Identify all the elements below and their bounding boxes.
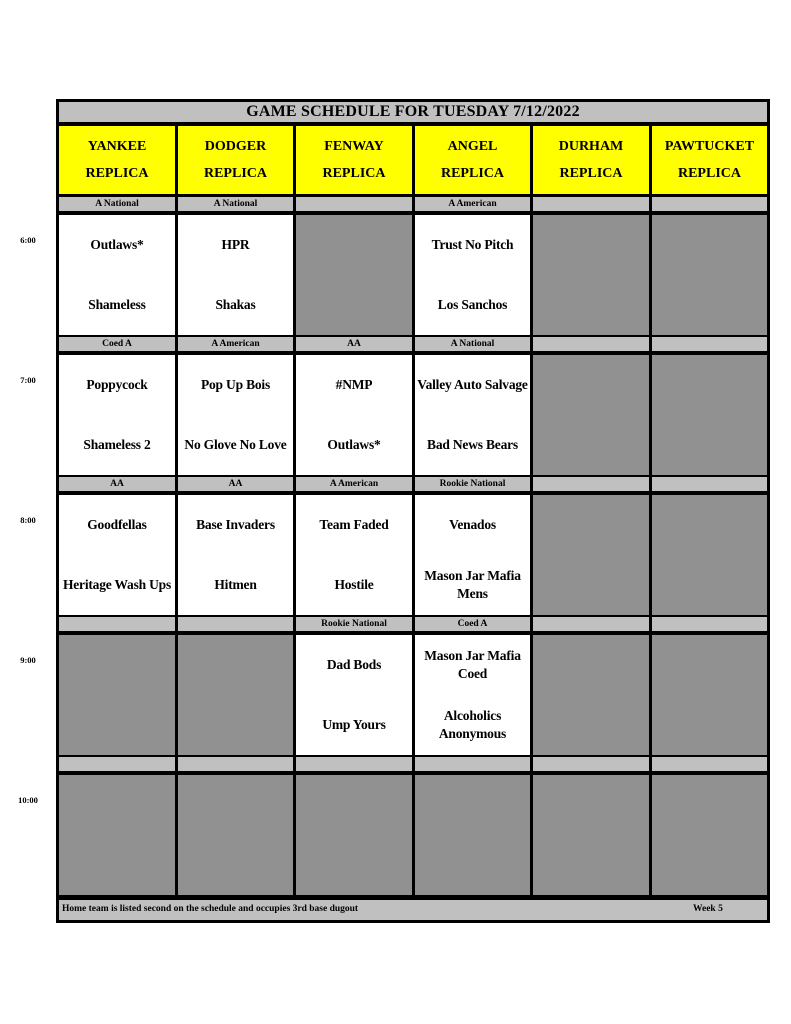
division-label xyxy=(296,197,412,211)
empty-slot xyxy=(533,495,649,615)
away-team: Valley Auto Salvage xyxy=(417,377,528,392)
home-team: Bad News Bears xyxy=(427,437,518,452)
empty-slot xyxy=(533,215,649,335)
game-cell xyxy=(296,495,412,615)
away-team: HPR xyxy=(221,237,250,252)
home-team: Shakas xyxy=(215,297,256,312)
field-type: REPLICA xyxy=(85,166,149,181)
time-label: 9:00 xyxy=(20,655,36,665)
field-name: DURHAM xyxy=(558,139,624,154)
division-label xyxy=(533,617,649,631)
game-cell xyxy=(415,215,530,335)
division-label: Coed A xyxy=(415,617,530,631)
field-name: DODGER xyxy=(204,139,267,154)
division-label xyxy=(652,197,767,211)
empty-slot xyxy=(533,635,649,755)
home-team: Alcoholics Anonymous xyxy=(438,708,507,741)
division-label: A National xyxy=(59,197,175,211)
field-name: YANKEE xyxy=(87,139,147,154)
division-label xyxy=(652,617,767,631)
division-label: A American xyxy=(415,197,530,211)
division-label xyxy=(178,757,293,771)
division-label xyxy=(533,337,649,351)
game-cell xyxy=(178,495,293,615)
away-team: Trust No Pitch xyxy=(431,237,514,252)
game-cell xyxy=(296,635,412,755)
away-team: #NMP xyxy=(335,377,373,392)
home-team: Ump Yours xyxy=(322,717,386,732)
away-team: Venados xyxy=(449,517,496,532)
division-label xyxy=(59,757,175,771)
footer-bar xyxy=(59,900,767,920)
field-name: FENWAY xyxy=(324,139,384,154)
home-team: No Glove No Love xyxy=(184,437,287,452)
away-team: Dad Bods xyxy=(326,657,382,672)
field-header xyxy=(296,126,412,194)
empty-slot xyxy=(415,775,530,895)
footer-note: Home team is listed second on the schedule and occupies 3rd base dugout xyxy=(62,904,359,914)
division-label xyxy=(533,757,649,771)
empty-slot xyxy=(652,215,767,335)
division-label xyxy=(533,477,649,491)
home-team: Los Sanchos xyxy=(437,297,508,312)
home-team: Shameless xyxy=(88,297,146,312)
division-label: Rookie National xyxy=(296,617,412,631)
away-team: Team Faded xyxy=(319,517,389,532)
away-team: Base Invaders xyxy=(196,517,275,532)
empty-slot xyxy=(178,775,293,895)
game-cell xyxy=(178,215,293,335)
field-type: REPLICA xyxy=(203,166,267,181)
time-label: 8:00 xyxy=(20,515,36,525)
game-cell xyxy=(415,495,530,615)
field-name: PAWTUCKET xyxy=(664,139,755,154)
division-label: AA xyxy=(296,337,412,351)
schedule-title: GAME SCHEDULE FOR TUESDAY 7/12/2022 xyxy=(59,102,767,122)
empty-slot xyxy=(178,635,293,755)
division-label xyxy=(533,197,649,211)
division-label xyxy=(652,477,767,491)
empty-slot xyxy=(59,635,175,755)
division-label xyxy=(415,757,530,771)
game-cell xyxy=(415,355,530,475)
game-cell xyxy=(415,635,530,755)
home-team: Hitmen xyxy=(214,577,257,592)
game-cell xyxy=(59,215,175,335)
empty-slot xyxy=(59,775,175,895)
empty-slot xyxy=(652,775,767,895)
field-header xyxy=(178,126,293,194)
field-header xyxy=(652,126,767,194)
division-label: A American xyxy=(296,477,412,491)
division-label: A American xyxy=(178,337,293,351)
division-label xyxy=(652,757,767,771)
empty-slot xyxy=(296,775,412,895)
home-team: Shameless 2 xyxy=(83,437,151,452)
division-label: Coed A xyxy=(59,337,175,351)
empty-slot xyxy=(652,635,767,755)
away-team: Goodfellas xyxy=(87,517,147,532)
division-label: AA xyxy=(59,477,175,491)
field-type: REPLICA xyxy=(322,166,386,181)
empty-slot xyxy=(652,355,767,475)
division-label: A National xyxy=(178,197,293,211)
away-team: Outlaws* xyxy=(90,237,144,252)
week-label: Week 5 xyxy=(693,904,723,914)
time-label: 6:00 xyxy=(20,235,36,245)
empty-slot xyxy=(533,775,649,895)
division-label xyxy=(652,337,767,351)
away-team: Poppycock xyxy=(86,377,148,392)
time-label: 7:00 xyxy=(20,375,36,385)
division-label xyxy=(178,617,293,631)
home-team: Hostile xyxy=(334,577,374,592)
home-team: Heritage Wash Ups xyxy=(62,577,172,592)
home-team: Outlaws* xyxy=(327,437,381,452)
game-cell xyxy=(59,355,175,475)
field-name: ANGEL xyxy=(447,139,498,154)
division-label: Rookie National xyxy=(415,477,530,491)
empty-slot xyxy=(533,355,649,475)
game-cell xyxy=(178,355,293,475)
game-cell xyxy=(296,355,412,475)
division-label: A National xyxy=(415,337,530,351)
division-label: AA xyxy=(178,477,293,491)
empty-slot xyxy=(296,215,412,335)
empty-slot xyxy=(652,495,767,615)
away-team: Pop Up Bois xyxy=(200,377,271,392)
field-type: REPLICA xyxy=(559,166,623,181)
away-team: Mason Jar Mafia Coed xyxy=(424,648,521,681)
schedule-sheet xyxy=(56,99,770,923)
division-label xyxy=(59,617,175,631)
field-type: REPLICA xyxy=(440,166,504,181)
home-team: Mason Jar Mafia Mens xyxy=(424,568,521,601)
time-label: 10:00 xyxy=(18,795,38,805)
game-cell xyxy=(59,495,175,615)
division-label xyxy=(296,757,412,771)
field-header xyxy=(533,126,649,194)
field-type: REPLICA xyxy=(677,166,741,181)
field-header xyxy=(415,126,530,194)
field-header xyxy=(59,126,175,194)
